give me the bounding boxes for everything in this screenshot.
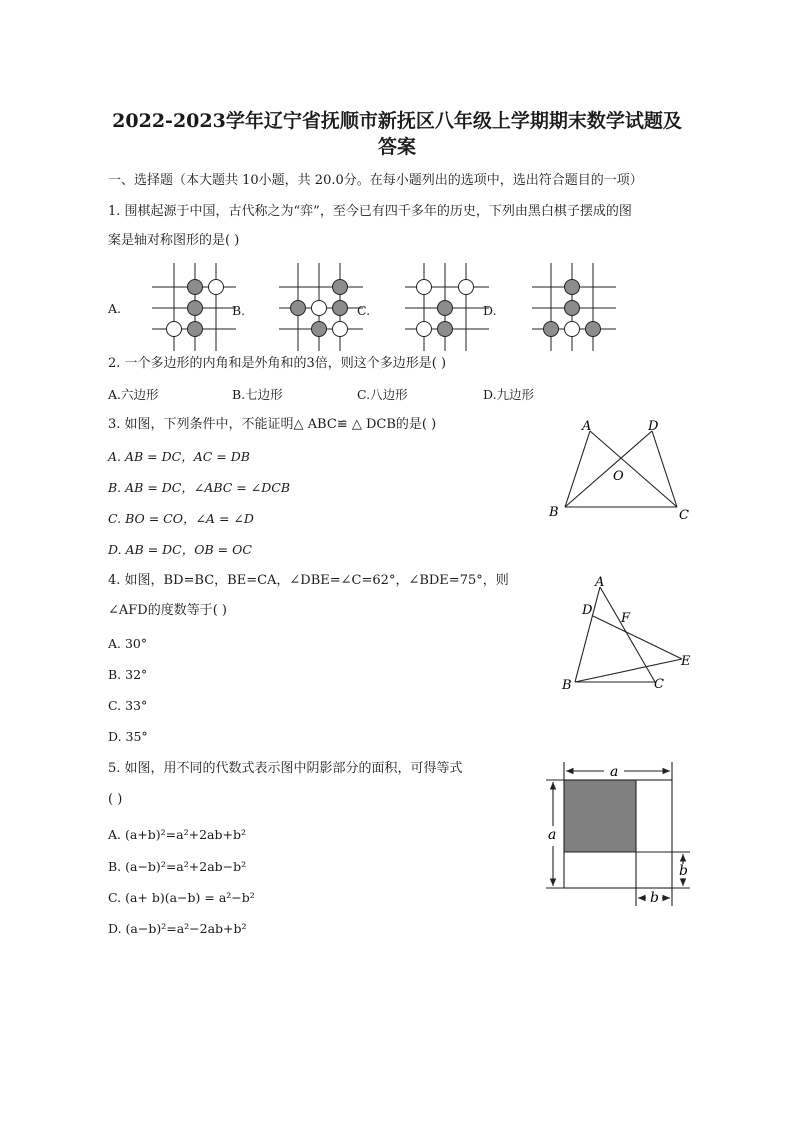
q5-stem-line-1: 5. 如图，用不同的代数式表示图中阴影部分的面积，可得等式	[108, 761, 463, 776]
white-stone	[417, 322, 432, 337]
q3-option-c: C. BO = CO，∠A = ∠D	[108, 511, 254, 526]
q1-stem-line-2: 案是轴对称图形的是( )	[108, 233, 240, 248]
white-stone	[459, 280, 474, 295]
black-stone	[188, 301, 203, 316]
q4-label-f: F	[621, 611, 631, 626]
go-board-d	[530, 263, 620, 353]
q3-option-b: B. AB = DC，∠ABC = ∠DCB	[108, 480, 291, 495]
q3-label-b: B	[549, 505, 559, 520]
q2-option-a: A.六边形	[108, 387, 159, 402]
q4-stem-line-1: 4. 如图，BD=BC，BE=CA，∠DBE=∠C=62°，∠BDE=75°，则	[108, 573, 509, 588]
white-stone	[167, 322, 182, 337]
q5-option-a: A. (a+b)²=a²+2ab+b²	[108, 827, 246, 842]
go-board-a	[150, 263, 240, 353]
q4-label-a: A	[595, 575, 605, 590]
black-stone	[188, 322, 203, 337]
black-stone	[544, 322, 559, 337]
q5-stem-line-2: ( )	[108, 792, 123, 807]
white-stone	[565, 322, 580, 337]
q3-stem: 3. 如图，下列条件中，不能证明△ ABC≌ △ DCB的是( )	[108, 417, 437, 432]
q5-label-b-right: b	[679, 863, 688, 879]
q4-option-a: A. 30°	[108, 636, 148, 651]
q3-label-o: O	[613, 469, 624, 484]
black-stone	[188, 280, 203, 295]
q2-option-d: D.九边形	[483, 387, 535, 402]
white-stone	[312, 301, 327, 316]
q3-option-a: A. AB = DC，AC = DB	[108, 449, 250, 464]
black-stone	[312, 322, 327, 337]
q4-option-d: D. 35°	[108, 729, 148, 744]
q4-label-e: E	[681, 654, 691, 669]
black-stone	[565, 280, 580, 295]
black-stone	[291, 301, 306, 316]
q5-option-b: B. (a−b)²=a²+2ab−b²	[108, 859, 247, 874]
q5-option-c: C. (a+ b)(a−b) = a²−b²	[108, 890, 255, 905]
q3-label-a: A	[582, 419, 592, 434]
q3-option-d: D. AB = DC，OB = OC	[108, 542, 252, 557]
white-stone	[209, 280, 224, 295]
page-title-line-1: 2022-2023学年辽宁省抚顺市新抚区八年级上学期期末数学试题及	[112, 110, 682, 132]
go-board-c	[403, 263, 493, 353]
q5-option-d: D. (a−b)²=a²−2ab+b²	[108, 921, 247, 936]
q5-label-b-bottom: b	[650, 890, 659, 906]
white-stone	[417, 280, 432, 295]
q4-figure	[550, 570, 710, 695]
white-stone	[333, 322, 348, 337]
q4-label-c: C	[654, 677, 664, 692]
section-heading: 一、选择题（本大题共 10小题，共 20.0分。在每小题列出的选项中，选出符合题目的一项）	[108, 173, 643, 188]
q2-option-c: C.八边形	[357, 387, 408, 402]
q1-stem-line-1: 1. 围棋起源于中国，古代称之为“弈”，至今已有四千多年的历史，下列由黑白棋子摆成的图	[108, 204, 632, 219]
q2-option-b: B.七边形	[232, 387, 283, 402]
shaded-square	[564, 780, 636, 852]
black-stone	[333, 280, 348, 295]
q3-figure	[540, 412, 700, 527]
black-stone	[586, 322, 601, 337]
q1-label-d: D.	[483, 303, 497, 318]
black-stone	[565, 301, 580, 316]
q5-label-a-top: a	[610, 764, 619, 780]
q4-option-c: C. 33°	[108, 698, 148, 713]
q1-label-a: A.	[108, 301, 122, 316]
black-stone	[333, 301, 348, 316]
black-stone	[438, 322, 453, 337]
q3-label-d: D	[648, 419, 659, 434]
q1-label-b: B.	[232, 303, 246, 318]
black-stone	[438, 301, 453, 316]
q5-label-a-left: a	[548, 827, 557, 843]
q4-option-b: B. 32°	[108, 667, 148, 682]
page-title-line-2: 答案	[377, 136, 416, 158]
q2-stem: 2. 一个多边形的内角和是外角和的3倍，则这个多边形是( )	[108, 356, 447, 371]
q4-label-b: B	[562, 678, 572, 693]
q1-label-c: C.	[357, 303, 371, 318]
q5-figure	[538, 758, 698, 913]
go-board-b	[277, 263, 367, 353]
q4-label-d: D	[582, 603, 593, 618]
q3-label-c: C	[679, 508, 689, 523]
q4-stem-line-2: ∠AFD的度数等于( )	[108, 603, 227, 618]
